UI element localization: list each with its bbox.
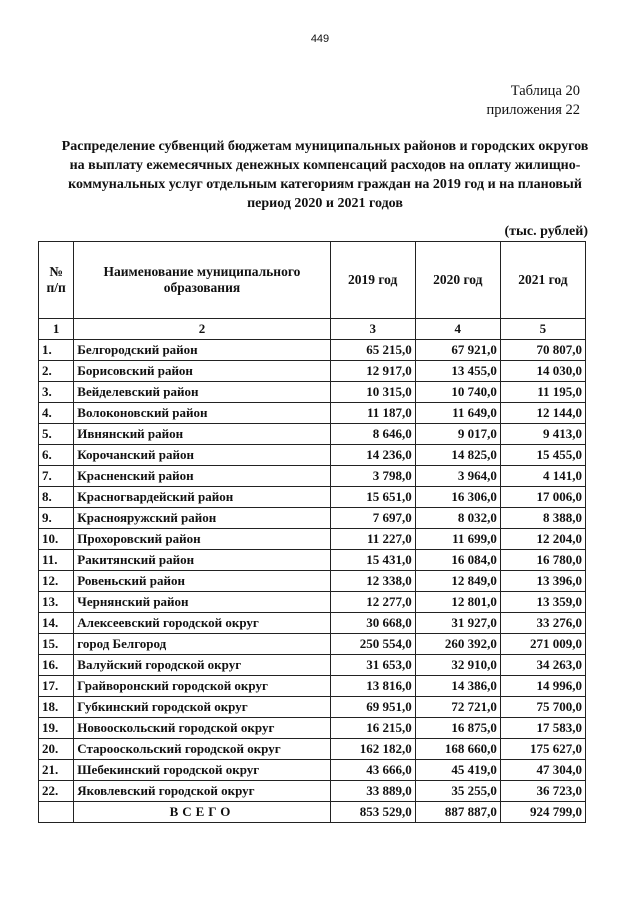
row-2020: 13 455,0 (415, 361, 500, 382)
row-2021: 13 359,0 (500, 592, 585, 613)
row-2021: 9 413,0 (500, 424, 585, 445)
row-2020: 10 740,0 (415, 382, 500, 403)
total-2020: 887 887,0 (415, 802, 500, 823)
row-num: 9. (39, 508, 74, 529)
row-2021: 70 807,0 (500, 340, 585, 361)
row-2020: 16 875,0 (415, 718, 500, 739)
total-label: ВСЕГО (74, 802, 330, 823)
row-2019: 31 653,0 (330, 655, 415, 676)
row-2020: 32 910,0 (415, 655, 500, 676)
row-name: Белгородский район (74, 340, 330, 361)
row-2021: 15 455,0 (500, 445, 585, 466)
table-row (39, 697, 586, 718)
row-2021: 271 009,0 (500, 634, 585, 655)
row-2021: 12 204,0 (500, 529, 585, 550)
row-2020: 11 649,0 (415, 403, 500, 424)
row-name: Ровеньский район (74, 571, 330, 592)
row-num: 15. (39, 634, 74, 655)
row-2019: 162 182,0 (330, 739, 415, 760)
row-2020: 9 017,0 (415, 424, 500, 445)
table-header-row (39, 242, 586, 319)
row-2020: 14 386,0 (415, 676, 500, 697)
row-num: 12. (39, 571, 74, 592)
column-index-row (39, 319, 586, 340)
row-2021: 14 996,0 (500, 676, 585, 697)
row-2021: 47 304,0 (500, 760, 585, 781)
col-index-2: 2 (74, 319, 330, 340)
table-row (39, 613, 586, 634)
row-num: 18. (39, 697, 74, 718)
row-2019: 30 668,0 (330, 613, 415, 634)
row-2021: 33 276,0 (500, 613, 585, 634)
row-num: 19. (39, 718, 74, 739)
row-num: 2. (39, 361, 74, 382)
row-name: Грайворонский городской округ (74, 676, 330, 697)
row-name: Корочанский район (74, 445, 330, 466)
row-2019: 12 917,0 (330, 361, 415, 382)
table-row (39, 760, 586, 781)
header-2019: 2019 год (330, 242, 415, 319)
table-row (39, 739, 586, 760)
row-2020: 67 921,0 (415, 340, 500, 361)
table-row (39, 592, 586, 613)
table-row (39, 403, 586, 424)
row-2019: 8 646,0 (330, 424, 415, 445)
row-name: Алексеевский городской округ (74, 613, 330, 634)
row-num: 16. (39, 655, 74, 676)
row-name: Новооскольский городской округ (74, 718, 330, 739)
header-2020: 2020 год (415, 242, 500, 319)
row-num: 20. (39, 739, 74, 760)
total-num-cell (39, 802, 74, 823)
row-2020: 14 825,0 (415, 445, 500, 466)
row-name: Валуйский городской округ (74, 655, 330, 676)
row-2020: 16 084,0 (415, 550, 500, 571)
row-2019: 15 651,0 (330, 487, 415, 508)
row-2021: 17 583,0 (500, 718, 585, 739)
row-2020: 11 699,0 (415, 529, 500, 550)
table-row (39, 508, 586, 529)
table-row (39, 676, 586, 697)
row-2020: 16 306,0 (415, 487, 500, 508)
row-2020: 3 964,0 (415, 466, 500, 487)
row-num: 11. (39, 550, 74, 571)
col-index-3: 3 (330, 319, 415, 340)
row-2019: 14 236,0 (330, 445, 415, 466)
row-2019: 10 315,0 (330, 382, 415, 403)
row-num: 13. (39, 592, 74, 613)
table-row (39, 529, 586, 550)
row-2021: 8 388,0 (500, 508, 585, 529)
row-name: Краснояружский район (74, 508, 330, 529)
row-2020: 45 419,0 (415, 760, 500, 781)
page-number: 449 (310, 33, 330, 45)
row-2020: 72 721,0 (415, 697, 500, 718)
row-2019: 11 227,0 (330, 529, 415, 550)
row-num: 8. (39, 487, 74, 508)
row-name: Прохоровский район (74, 529, 330, 550)
header-name: Наименование муниципального образования (74, 242, 330, 319)
table-body (39, 319, 586, 802)
row-2019: 12 277,0 (330, 592, 415, 613)
row-num: 14. (39, 613, 74, 634)
table-ref-line1: Таблица 20 (510, 83, 580, 99)
table-row (39, 382, 586, 403)
row-num: 4. (39, 403, 74, 424)
row-name: город Белгород (74, 634, 330, 655)
table-ref-line2: приложения 22 (486, 102, 580, 118)
col-index-1: 1 (39, 319, 74, 340)
row-2019: 65 215,0 (330, 340, 415, 361)
row-2020: 168 660,0 (415, 739, 500, 760)
total-2019: 853 529,0 (330, 802, 415, 823)
table-row (39, 466, 586, 487)
table-row (39, 340, 586, 361)
row-2019: 3 798,0 (330, 466, 415, 487)
row-2020: 31 927,0 (415, 613, 500, 634)
row-2021: 13 396,0 (500, 571, 585, 592)
row-name: Шебекинский городской округ (74, 760, 330, 781)
row-2021: 36 723,0 (500, 781, 585, 802)
row-2020: 35 255,0 (415, 781, 500, 802)
row-2019: 16 215,0 (330, 718, 415, 739)
row-num: 22. (39, 781, 74, 802)
row-2021: 175 627,0 (500, 739, 585, 760)
row-2020: 8 032,0 (415, 508, 500, 529)
row-num: 17. (39, 676, 74, 697)
row-2021: 75 700,0 (500, 697, 585, 718)
total-row (39, 802, 586, 823)
row-2019: 15 431,0 (330, 550, 415, 571)
row-2021: 12 144,0 (500, 403, 585, 424)
row-2021: 11 195,0 (500, 382, 585, 403)
table-row (39, 781, 586, 802)
row-2019: 13 816,0 (330, 676, 415, 697)
row-2019: 7 697,0 (330, 508, 415, 529)
row-2019: 33 889,0 (330, 781, 415, 802)
row-num: 6. (39, 445, 74, 466)
row-name: Чернянский район (74, 592, 330, 613)
row-num: 5. (39, 424, 74, 445)
table-row (39, 424, 586, 445)
row-2021: 17 006,0 (500, 487, 585, 508)
row-2019: 11 187,0 (330, 403, 415, 424)
table-row (39, 571, 586, 592)
col-index-4: 4 (415, 319, 500, 340)
row-2019: 12 338,0 (330, 571, 415, 592)
row-num: 21. (39, 760, 74, 781)
row-name: Волоконовский район (74, 403, 330, 424)
row-name: Красногвардейский район (74, 487, 330, 508)
row-name: Губкинский городской округ (74, 697, 330, 718)
row-name: Борисовский район (74, 361, 330, 382)
table-row (39, 361, 586, 382)
row-num: 10. (39, 529, 74, 550)
table-reference (487, 82, 580, 120)
row-2021: 4 141,0 (500, 466, 585, 487)
header-2021: 2021 год (500, 242, 585, 319)
row-2020: 12 849,0 (415, 571, 500, 592)
row-name: Ракитянский район (74, 550, 330, 571)
row-2021: 14 030,0 (500, 361, 585, 382)
row-2020: 12 801,0 (415, 592, 500, 613)
header-num: № п/п (39, 242, 74, 319)
table-row (39, 550, 586, 571)
units-label: (тыс. рублей) (504, 224, 588, 239)
row-2019: 69 951,0 (330, 697, 415, 718)
row-name: Ивнянский район (74, 424, 330, 445)
document-title: Распределение субвенций бюджетам муниципальных районов и городских округов на выплату ежемесячных денежных компенсаций расходов на оплату жилищно-коммунальных услуг отдельным категориям граждан на 2019 год и на плановый период 2020 и 2021 годов (61, 139, 589, 211)
row-2019: 43 666,0 (330, 760, 415, 781)
row-2021: 16 780,0 (500, 550, 585, 571)
row-2020: 260 392,0 (415, 634, 500, 655)
table-row (39, 655, 586, 676)
table-row (39, 445, 586, 466)
row-name: Вейделевский район (74, 382, 330, 403)
table-row (39, 718, 586, 739)
col-index-5: 5 (500, 319, 585, 340)
row-name: Яковлевский городской округ (74, 781, 330, 802)
row-num: 7. (39, 466, 74, 487)
row-num: 3. (39, 382, 74, 403)
row-name: Красненский район (74, 466, 330, 487)
row-2021: 34 263,0 (500, 655, 585, 676)
row-num: 1. (39, 340, 74, 361)
row-name: Старооскольский городской округ (74, 739, 330, 760)
table-row (39, 634, 586, 655)
table-row (39, 487, 586, 508)
row-2019: 250 554,0 (330, 634, 415, 655)
subvention-table (38, 241, 586, 823)
total-2021: 924 799,0 (500, 802, 585, 823)
